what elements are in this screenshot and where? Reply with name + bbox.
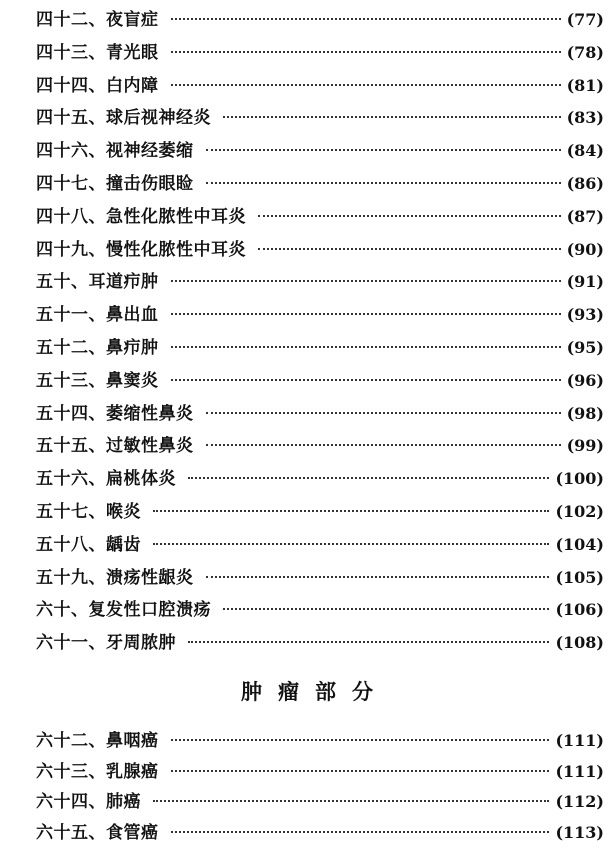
toc-entry-title: 四十九、慢性化脓性中耳炎 [36,239,246,260]
dot-leader [153,800,549,802]
toc-entry-page: (104) [555,534,604,554]
toc-entry[interactable] [36,496,604,529]
toc-entry[interactable] [36,234,604,267]
toc-entry-title: 六十二、鼻咽癌 [36,731,159,751]
dot-leader [153,543,549,545]
toc-entry-title: 五十六、扁桃体炎 [36,469,176,490]
toc-entry-title: 四十四、白内障 [36,75,159,96]
dot-leader [171,739,550,741]
toc-entry-page: (99) [566,436,604,456]
toc-entry-title: 五十一、鼻出血 [36,305,159,326]
toc-entry[interactable] [36,398,604,431]
toc-entry-page: (81) [566,75,604,95]
dot-leader [206,412,561,414]
toc-list-ent [36,4,604,660]
toc-entry[interactable] [36,594,604,627]
dot-leader [188,477,549,479]
toc-entry-title: 五十二、鼻疖肿 [36,337,159,358]
toc-entry-title: 五十九、溃疡性龈炎 [36,567,194,588]
dot-leader [171,84,561,86]
dot-leader [258,215,561,217]
toc-entry-page: (87) [566,206,604,226]
toc-entry[interactable] [36,627,604,660]
dot-leader [206,182,561,184]
toc-entry-page: (105) [555,567,604,587]
dot-leader [206,149,561,151]
dot-leader [171,313,561,315]
toc-entry-title: 五十四、萎缩性鼻炎 [36,403,194,424]
toc-entry-page: (102) [555,501,604,521]
toc-entry-title: 五十五、过敏性鼻炎 [36,436,194,457]
toc-entry-page: (91) [566,272,604,292]
toc-entry-page: (98) [566,403,604,423]
toc-entry-title: 五十七、喉炎 [36,501,141,522]
toc-entry-page: (100) [555,469,604,489]
toc-entry-page: (112) [555,792,604,811]
toc-entry-page: (86) [566,173,604,193]
section-heading: 肿瘤部分 [241,680,389,704]
dot-leader [171,280,561,282]
dot-leader [171,831,550,833]
dot-leader [171,379,561,381]
toc-entry-page: (111) [555,731,604,750]
toc-entry-page: (90) [566,239,604,259]
toc-entry-title: 四十七、撞击伤眼睑 [36,173,194,194]
toc-entry[interactable] [36,70,604,103]
toc-entry-page: (111) [555,761,604,781]
toc-entry[interactable] [36,168,604,201]
toc-entry[interactable] [36,201,604,234]
toc-entry-page: (106) [555,600,604,620]
dot-leader [258,248,561,250]
toc-entry[interactable] [36,365,604,398]
dot-leader [223,608,549,610]
toc-entry[interactable] [36,787,604,818]
toc-entry-page: (93) [566,305,604,325]
dot-leader [206,444,561,446]
dot-leader [188,641,549,643]
toc-entry[interactable] [36,562,604,595]
toc-entry[interactable] [36,102,604,135]
toc-entry-title: 四十六、视神经萎缩 [36,141,194,162]
toc-entry-title: 四十八、急性化脓性中耳炎 [36,206,246,227]
toc-entry-page: (78) [566,42,604,62]
toc-entry-title: 五十三、鼻窦炎 [36,370,159,391]
toc-entry-page: (113) [555,822,604,842]
toc-entry-page: (96) [566,370,604,390]
toc-entry-title: 五十八、龋齿 [36,534,141,555]
dot-leader [171,18,561,20]
toc-entry-title: 六十五、食管癌 [36,822,159,843]
toc-entry-title: 四十二、夜盲症 [36,10,159,30]
toc-entry-page: (77) [566,10,604,29]
toc-entry-title: 六十、复发性口腔溃疡 [36,600,211,621]
toc-entry-title: 五十、耳道疖肿 [36,272,159,293]
toc-entry-title: 六十三、乳腺癌 [36,761,159,782]
toc-entry[interactable] [36,529,604,562]
toc-entry-page: (83) [566,108,604,128]
toc-entry[interactable] [36,332,604,365]
toc-entry-page: (108) [555,633,604,653]
toc-entry[interactable] [36,266,604,299]
toc-entry-title: 六十四、肺癌 [36,792,141,812]
toc-entry-page: (95) [566,337,604,357]
toc-entry[interactable] [36,463,604,496]
toc-entry-page: (84) [566,141,604,161]
toc-entry-title: 四十三、青光眼 [36,42,159,63]
dot-leader [171,346,561,348]
toc-entry[interactable] [36,757,604,788]
dot-leader [171,770,550,772]
dot-leader [206,576,550,578]
toc-entry[interactable] [36,818,604,849]
dot-leader [223,116,561,118]
toc-entry[interactable] [36,726,604,757]
toc-entry[interactable] [36,4,604,37]
toc-entry[interactable] [36,430,604,463]
toc-entry-title: 四十五、球后视神经炎 [36,108,211,129]
toc-entry-title: 六十一、牙周脓肿 [36,633,176,654]
toc-entry[interactable] [36,299,604,332]
dot-leader [153,510,549,512]
dot-leader [171,51,561,53]
toc-entry[interactable] [36,37,604,70]
toc-list-tumor [36,726,604,848]
toc-entry[interactable] [36,135,604,168]
